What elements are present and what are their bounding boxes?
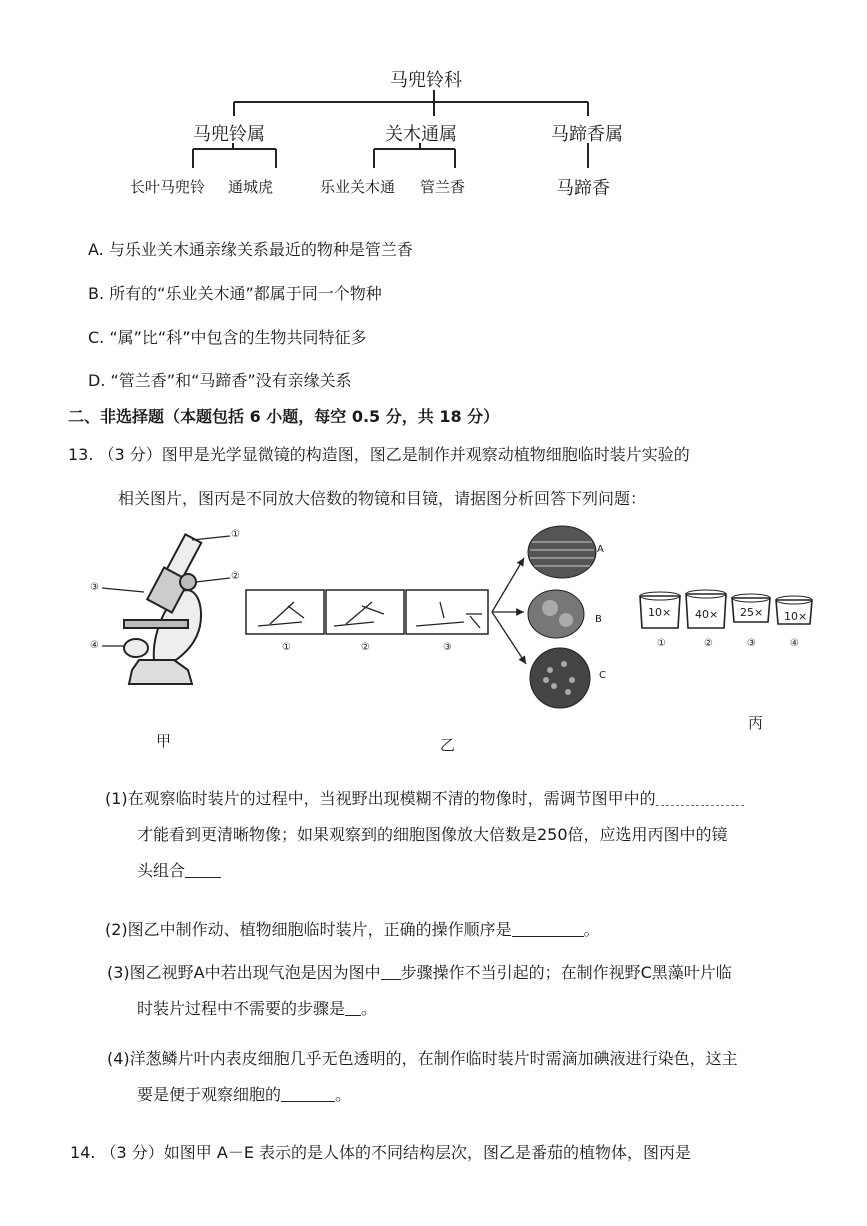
sub2-line xyxy=(105,917,600,940)
lens-label-3: ③ xyxy=(747,638,756,649)
step-label-3: ③ xyxy=(443,642,452,653)
lens-mark-2: 40× xyxy=(695,608,719,621)
sub3-end: 。 xyxy=(361,999,378,1018)
answer-blank[interactable] xyxy=(381,963,401,980)
answer-blank[interactable] xyxy=(656,789,744,806)
caption-bing: 丙 xyxy=(748,714,764,732)
q14-line1: 14. （3 分）如图甲 A－E 表示的是人体的不同结构层次，图乙是番茄的植物体，图丙是 xyxy=(70,1143,692,1162)
step-label-2: ② xyxy=(361,642,370,653)
sub4-line1: (4)洋葱鳞片叶内表皮细胞几乎无色透明的，在制作临时装片时需滴加碘液进行染色，这主 xyxy=(107,1049,738,1068)
scope-label-3: ③ xyxy=(90,582,99,593)
sub4-line2 xyxy=(137,1082,351,1105)
tree-species: 马蹄香 xyxy=(556,178,610,199)
tree-root: 马兜铃科 xyxy=(390,70,462,91)
lens-label-1: ① xyxy=(657,638,666,649)
tree-genus-2: 关木通属 xyxy=(385,124,457,145)
tree-species: 管兰香 xyxy=(420,178,466,196)
sub1-text-a: (1)在观察临时装片的过程中，当视野出现模糊不清的物像时，需调节图甲中的 xyxy=(105,789,656,808)
tree-genus-3: 马蹄香属 xyxy=(551,124,623,145)
microscope-figure xyxy=(84,526,254,696)
sub1-line2: 才能看到更清晰物像；如果观察到的细胞图像放大倍数是250倍，应选用丙图中的镜 xyxy=(137,825,728,844)
sub4-end: 。 xyxy=(335,1085,352,1104)
option-d: D. “管兰香”和“马蹄香”没有亲缘关系 xyxy=(88,371,352,390)
sub2-end: 。 xyxy=(583,920,600,939)
view-label-c: C xyxy=(599,670,606,681)
lens-mark-4: 10× xyxy=(784,610,808,623)
sub1-text-c: 头组合 xyxy=(137,861,186,880)
sub1-line3 xyxy=(137,858,221,881)
sub3-line1 xyxy=(107,960,732,983)
lens-label-2: ② xyxy=(704,638,713,649)
view-label-a: A xyxy=(597,544,604,555)
scope-label-4: ④ xyxy=(90,640,99,651)
answer-blank[interactable] xyxy=(512,920,584,937)
tree-species: 长叶马兜铃 xyxy=(130,178,206,196)
answer-blank[interactable] xyxy=(281,1085,335,1102)
sub4-text-b: 要是便于观察细胞的 xyxy=(137,1085,282,1104)
step-label-1: ① xyxy=(282,642,291,653)
lens-mark-1: 10× xyxy=(648,606,672,619)
tree-species: 通城虎 xyxy=(228,178,274,196)
option-b: B. 所有的“乐业关木通”都属于同一个物种 xyxy=(88,284,382,303)
q13-line1: 13. （3 分）图甲是光学显微镜的构造图，图乙是制作并观察动植物细胞临时装片实验的 xyxy=(68,445,690,464)
sub1-line1 xyxy=(105,786,744,809)
scope-label-2: ② xyxy=(231,571,240,582)
sub3-text-b: 时装片过程中不需要的步骤是 xyxy=(137,999,346,1018)
scope-label-1: ① xyxy=(231,529,240,540)
tree-genus-1: 马兜铃属 xyxy=(193,124,265,145)
tree-species: 乐业关木通 xyxy=(320,178,396,196)
sub3-line2 xyxy=(137,996,377,1019)
caption-yi: 乙 xyxy=(440,736,456,754)
option-c: C. “属”比“科”中包含的生物共同特征多 xyxy=(88,328,367,347)
option-a: A. 与乐业关木通亲缘关系最近的物种是管兰香 xyxy=(88,240,413,259)
answer-blank[interactable] xyxy=(185,861,221,878)
section-heading: 二、非选择题（本题包括 6 小题，每空 0.5 分，共 18 分） xyxy=(68,407,500,426)
caption-jia: 甲 xyxy=(156,732,172,750)
view-label-b: B xyxy=(595,614,602,625)
lens-mark-3: 25× xyxy=(740,606,764,619)
sub2-text: (2)图乙中制作动、植物细胞临时装片，正确的操作顺序是 xyxy=(105,920,512,939)
sub3-text-a1: (3)图乙视野A中若出现气泡是因为图中 xyxy=(107,963,381,982)
sub3-text-a2: 步骤操作不当引起的；在制作视野C黑藻叶片临 xyxy=(400,963,732,982)
answer-blank[interactable] xyxy=(345,999,361,1016)
lens-label-4: ④ xyxy=(790,638,799,649)
slide-steps-figure xyxy=(244,588,492,638)
tree-lines xyxy=(0,0,867,200)
q13-line2: 相关图片，图丙是不同放大倍数的物镜和目镜，请据图分析回答下列问题： xyxy=(118,489,647,508)
